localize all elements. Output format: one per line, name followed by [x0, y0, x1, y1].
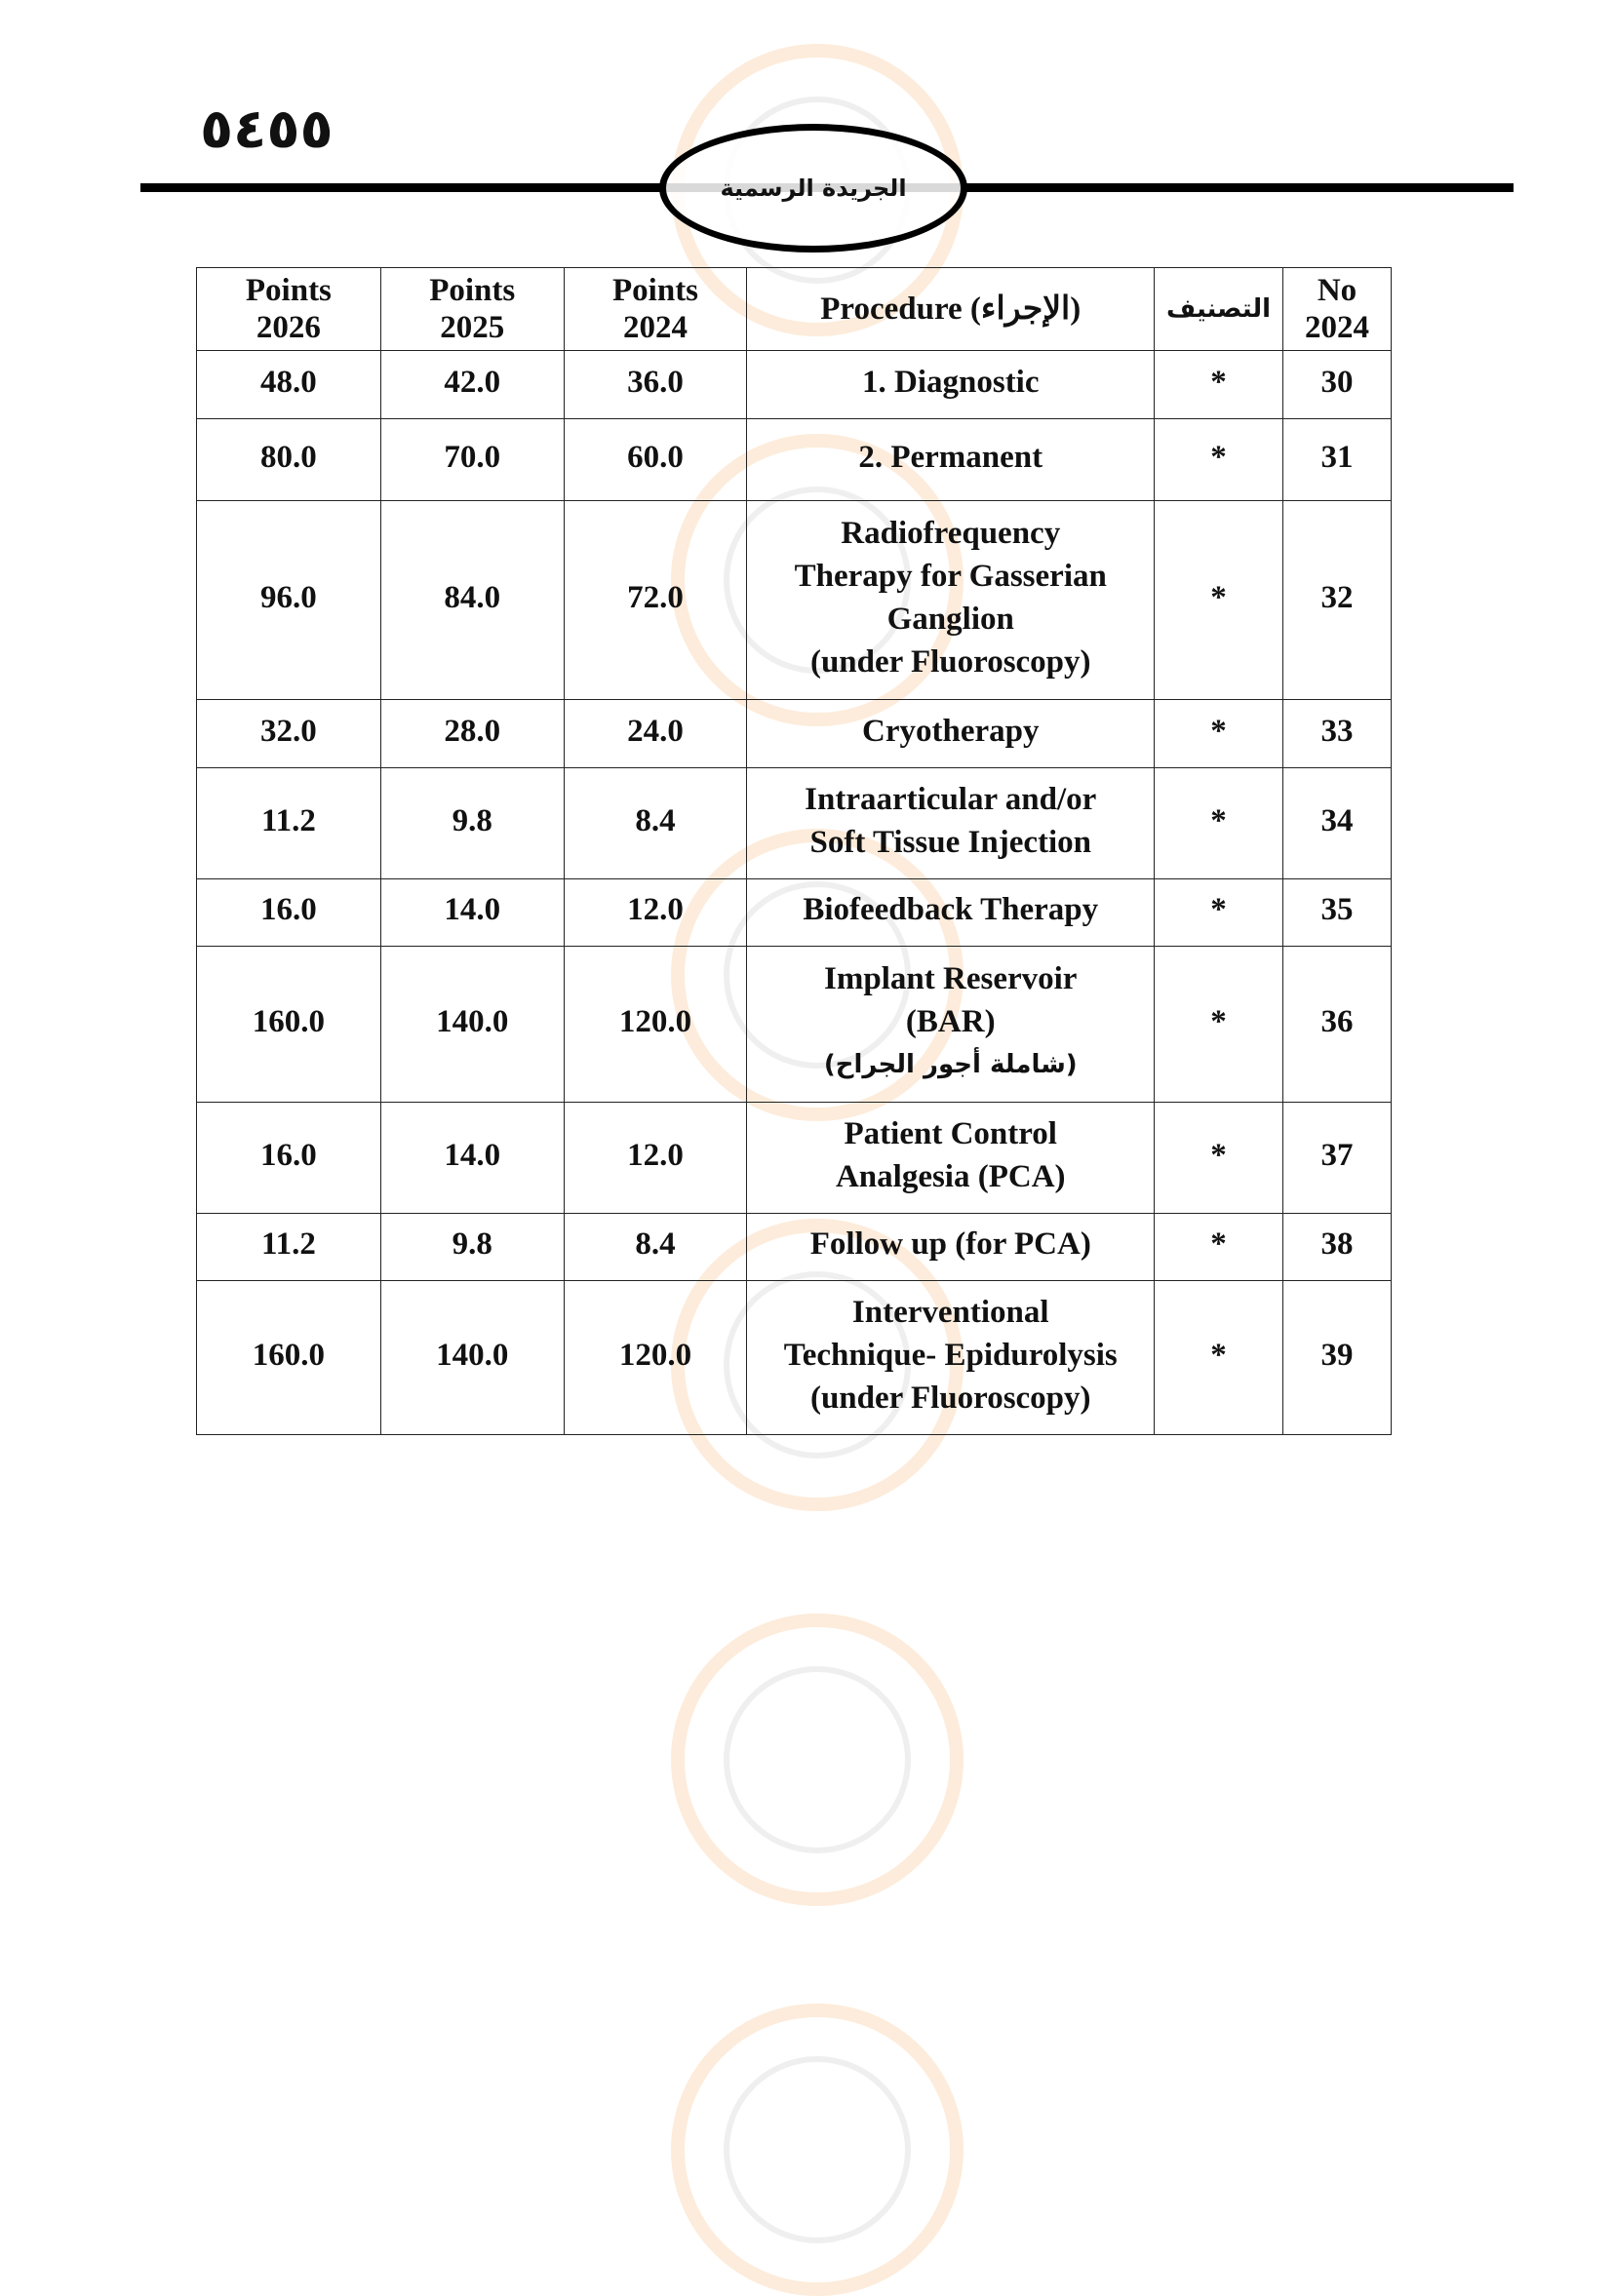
procedure-line: Therapy for Gasserian [794, 558, 1107, 594]
points-2024-cell: 12.0 [564, 1103, 747, 1214]
points-2026-cell: 96.0 [197, 501, 381, 700]
points-2025-cell: 14.0 [380, 1103, 564, 1214]
points-2025-cell: 84.0 [380, 501, 564, 700]
classification-cell: * [1155, 501, 1283, 700]
procedure-cell [747, 501, 1155, 700]
procedure-line: Analgesia (PCA) [835, 1158, 1066, 1194]
classification-cell: * [1155, 947, 1283, 1103]
points-2026-cell: 80.0 [197, 419, 381, 501]
classification-cell: * [1155, 351, 1283, 419]
header-points-2026: Points 2026 [197, 268, 381, 351]
table-row [197, 351, 1392, 419]
points-2024-cell: 36.0 [564, 351, 747, 419]
procedure-cell [747, 1214, 1155, 1281]
procedure-cell [747, 1103, 1155, 1214]
procedure-cell [747, 947, 1155, 1103]
procedure-line: (under Fluoroscopy) [809, 643, 1091, 680]
number-cell: 31 [1283, 419, 1392, 501]
page-number: ٥٤٥٥ [200, 97, 334, 161]
points-2026-cell: 160.0 [197, 947, 381, 1103]
table-row [197, 1214, 1392, 1281]
points-2024-cell: 120.0 [564, 947, 747, 1103]
header-classification: التصنيف [1155, 268, 1283, 351]
procedure-line: Cryotherapy [862, 713, 1040, 749]
procedure-line: 1. Diagnostic [862, 364, 1040, 400]
number-cell: 35 [1283, 879, 1392, 947]
procedure-line: Intraarticular and/or [805, 781, 1097, 817]
number-cell: 36 [1283, 947, 1392, 1103]
table-row [197, 501, 1392, 700]
table-row [197, 419, 1392, 501]
procedure-line: Biofeedback Therapy [803, 892, 1099, 927]
points-2024-cell: 60.0 [564, 419, 747, 501]
points-2026-cell: 16.0 [197, 879, 381, 947]
procedure-line: Patient Control [844, 1115, 1057, 1151]
table-row [197, 1281, 1392, 1435]
procedure-cell [747, 768, 1155, 879]
points-2024-cell: 8.4 [564, 1214, 747, 1281]
points-2026-cell: 32.0 [197, 700, 381, 768]
procedure-line: Soft Tissue Injection [809, 824, 1091, 860]
procedure-line: (BAR) [905, 1003, 996, 1039]
number-cell: 33 [1283, 700, 1392, 768]
watermark-clock-icon [671, 1614, 964, 1906]
header-points-2024: Points 2024 [564, 268, 747, 351]
table-row [197, 768, 1392, 879]
header-no-2024: No 2024 [1283, 268, 1392, 351]
header-procedure: Procedure (الإجراء) [747, 268, 1155, 351]
procedure-line: (شاملة أجور الجراح) [823, 1049, 1078, 1079]
points-2024-cell: 24.0 [564, 700, 747, 768]
gazette-title: الجريدة الرسمية [720, 175, 907, 202]
procedure-line: Technique- Epidurolysis [783, 1337, 1118, 1373]
number-cell: 37 [1283, 1103, 1392, 1214]
classification-cell: * [1155, 879, 1283, 947]
procedure-cell [747, 351, 1155, 419]
points-2026-cell: 48.0 [197, 351, 381, 419]
points-2026-cell: 11.2 [197, 768, 381, 879]
procedure-line: Interventional [851, 1294, 1049, 1330]
procedure-cell [747, 879, 1155, 947]
number-cell: 32 [1283, 501, 1392, 700]
points-2025-cell: 28.0 [380, 700, 564, 768]
procedure-cell [747, 1281, 1155, 1435]
table-row [197, 879, 1392, 947]
procedure-cell [747, 700, 1155, 768]
points-2025-cell: 42.0 [380, 351, 564, 419]
procedure-line: 2. Permanent [858, 439, 1043, 475]
points-2025-cell: 14.0 [380, 879, 564, 947]
classification-cell: * [1155, 1103, 1283, 1214]
points-2024-cell: 120.0 [564, 1281, 747, 1435]
points-2026-cell: 11.2 [197, 1214, 381, 1281]
table-row [197, 700, 1392, 768]
procedure-line: Ganglion [886, 601, 1014, 637]
points-2025-cell: 140.0 [380, 947, 564, 1103]
points-2026-cell: 16.0 [197, 1103, 381, 1214]
points-2025-cell: 9.8 [380, 1214, 564, 1281]
procedure-line: Follow up (for PCA) [809, 1226, 1091, 1262]
procedure-line: Implant Reservoir [824, 960, 1078, 996]
points-2026-cell: 160.0 [197, 1281, 381, 1435]
classification-cell: * [1155, 1214, 1283, 1281]
classification-cell: * [1155, 1281, 1283, 1435]
points-2025-cell: 140.0 [380, 1281, 564, 1435]
classification-cell: * [1155, 768, 1283, 879]
watermark-clock-icon [671, 2004, 964, 2296]
procedure-line: (under Fluoroscopy) [809, 1380, 1091, 1416]
procedure-line: Radiofrequency [841, 515, 1061, 551]
points-2024-cell: 12.0 [564, 879, 747, 947]
points-2025-cell: 70.0 [380, 419, 564, 501]
classification-cell: * [1155, 700, 1283, 768]
gazette-title-oval [659, 124, 967, 253]
procedure-cell [747, 419, 1155, 501]
number-cell: 30 [1283, 351, 1392, 419]
points-2024-cell: 72.0 [564, 501, 747, 700]
points-2025-cell: 9.8 [380, 768, 564, 879]
number-cell: 38 [1283, 1214, 1392, 1281]
table-row [197, 1103, 1392, 1214]
procedure-points-table [196, 267, 1392, 1435]
table-header-row [197, 268, 1392, 351]
table-row [197, 947, 1392, 1103]
classification-cell: * [1155, 419, 1283, 501]
points-2024-cell: 8.4 [564, 768, 747, 879]
header-points-2025: Points 2025 [380, 268, 564, 351]
number-cell: 34 [1283, 768, 1392, 879]
number-cell: 39 [1283, 1281, 1392, 1435]
